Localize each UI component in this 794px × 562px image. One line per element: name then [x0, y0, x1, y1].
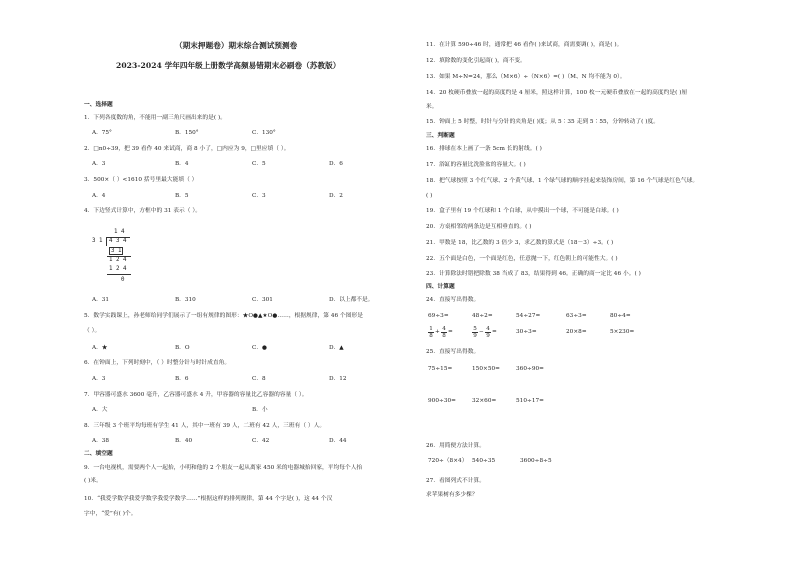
q24-item-4: 63÷3=: [566, 313, 587, 319]
fraction-2-num: 4: [442, 326, 446, 332]
exam-title: （期末押题卷）期末综合测试预测卷: [175, 41, 298, 50]
q26-item-2: 540÷35: [472, 458, 496, 464]
question-23: 23．计算除法时错把除数 38 当成了 83，结果得到 46。正确的商一定比 46 小。( ): [426, 271, 641, 277]
question-26: 26．用简便方法计算。: [426, 443, 485, 449]
question-20: 20．方桌相邻的两条边是互相垂直的。( ): [426, 224, 532, 230]
fraction-1-num: 1: [429, 326, 433, 332]
fraction-2: [441, 326, 447, 339]
question-18: 18．把气球按照 3 个红气球、2 个黄气球、1 个绿气球的顺序挂起来装饰房间，第 16 个气球是红色气球。: [426, 178, 699, 184]
q5-option-a: A．★: [92, 345, 108, 351]
q4-option-a: A．31: [92, 297, 110, 303]
question-24: 24．直接写出得数。: [426, 297, 480, 303]
question-8: 8．三年级 3 个班平均每班有学生 41 人，其中一班有 39 人，二班有 42 人，三班有（ ）人。: [84, 423, 326, 429]
division-remainder: 0: [121, 277, 125, 283]
division-quotient: 1 4: [114, 229, 125, 235]
q4-option-c: C．301: [252, 297, 273, 303]
question-4: 4．下边竖式计算中，方框中的 31 表示（ ）。: [84, 208, 202, 214]
q4-option-b: B．310: [175, 297, 196, 303]
q26-item-1: 720÷（8×4）: [428, 458, 468, 464]
q3-option-c: C．3: [252, 193, 266, 199]
q24-item-1: 69÷3=: [428, 313, 449, 319]
question-15: 15．钟面上 5 时整，时针与分针的夹角是( )度；从 5∶35 走到 5∶55，分钟转动了( )度。: [426, 119, 659, 125]
section-judge: 三、判断题: [426, 133, 455, 139]
question-27-cont: 求苹果树有多少棵？: [426, 492, 478, 498]
q2-option-c: C．5: [252, 161, 266, 167]
division-divisor: 3 1: [92, 238, 103, 244]
q5-option-c: C．●: [252, 345, 268, 351]
q2-option-d: D．6: [329, 161, 343, 167]
q25-item-2: 150×50=: [472, 366, 500, 372]
division-line-2: [107, 274, 131, 275]
q7-option-b: B．小: [252, 407, 268, 413]
question-5: 5．数学实践课上，孙老师给同学们展示了一组有规律的图形：★O●▲★O●……，根据规律，第 46 个图形是: [84, 313, 363, 319]
q2-option-a: A．3: [92, 161, 106, 167]
q1-option-c: C．130°: [252, 130, 276, 136]
q25-item-6: 510÷17=: [516, 398, 544, 404]
section-choice: 一、选择题: [84, 102, 113, 108]
fraction-4-den: 9: [486, 332, 490, 339]
q5-option-b: B．O: [175, 345, 190, 351]
question-19: 19．盒子里有 19 个红球和 1 个白球，从中摸出一个球，不可能是白球。( ): [426, 208, 619, 214]
q24-item-2: 48÷2=: [472, 313, 493, 319]
q6-option-b: B．6: [175, 376, 189, 382]
q24-item-7: 20×8=: [566, 329, 587, 335]
division-step-1: 3 1: [111, 248, 122, 254]
question-25: 25．直接写出得数。: [426, 349, 480, 355]
q24-item-5: 80÷4=: [610, 313, 631, 319]
question-7: 7．甲容器可盛水 3600 毫升，乙容器可盛水 4 升，甲容器的容量比乙容器的容量（ ）。: [84, 392, 308, 398]
division-bracket: [106, 237, 107, 246]
q8-option-a: A．38: [92, 438, 110, 444]
section-calc: 四、计算题: [426, 284, 455, 290]
q6-option-a: A．3: [92, 376, 106, 382]
question-21: 21．甲数是 18，比乙数的 3 倍少 3，求乙数的算式是（18－3）÷3。( ): [426, 240, 614, 246]
long-division-figure: [92, 229, 152, 291]
q1-option-a: A．75°: [92, 130, 112, 136]
question-14-cont: 米。: [426, 104, 438, 110]
q8-option-c: C．42: [252, 438, 270, 444]
q25-item-5: 32×60=: [472, 398, 497, 404]
fraction-1: [428, 326, 434, 339]
question-13: 13．如果 M÷N=24，那么（M×6）÷（N×6）=( )（M、N 均不能为 0）。: [426, 74, 626, 80]
question-9: 9．一台电视机，需要两个人一起抬，小明和他的 2 个朋友一起从离家 450 米的电器城抬回家，平均每个人抬: [84, 465, 363, 471]
question-16: 16．排球在本上画了一条 5cm 长的射线。( ): [426, 146, 542, 152]
question-14: 14．20 枚硬币叠放一起的高度约是 4 厘米，照这样计算，100 枚一元硬币叠放在一起的高度约是( )厘: [426, 90, 688, 96]
q25-item-4: 900÷30=: [428, 398, 456, 404]
question-5-cont: （ ）。: [84, 328, 101, 334]
exam-subtitle: 2023-2024 学年四年级上册数学高频易错期末必刷卷（苏教版）: [116, 61, 341, 70]
q24-item-8: 5×230=: [610, 329, 635, 335]
q7-option-a: A．大: [92, 407, 108, 413]
question-18-cont: ( ): [426, 193, 433, 199]
q8-option-d: D．44: [329, 438, 347, 444]
equals-sign-2: =: [492, 329, 497, 335]
fraction-4: [485, 326, 491, 339]
division-dividend: 4 3 4: [109, 238, 127, 244]
question-27: 27．看图列式不计算。: [426, 478, 485, 484]
q5-option-d: D．▲: [329, 345, 344, 351]
question-1: 1．下列各度数的角，不能用一副三角尺画出来的是( )。: [84, 115, 227, 121]
fraction-1-den: 8: [429, 332, 433, 339]
question-9-cont: ( )米。: [84, 478, 102, 484]
q25-item-3: 360÷90=: [516, 366, 544, 372]
q26-item-3: 3600÷8÷5: [520, 458, 552, 464]
equals-sign-1: =: [448, 329, 453, 335]
question-12: 12．填除数的变化引起商( )，商不变。: [426, 58, 526, 64]
question-10: 10．“我爱学数学我爱学数学我爱学数学……”根据这样的排列规律，第 44 个字是( )，这 44 个汉: [84, 496, 333, 502]
q24-item-6: 30÷3=: [516, 329, 537, 335]
q2-option-b: B．4: [175, 161, 189, 167]
plus-sign: +: [435, 329, 440, 335]
q6-option-d: D．12: [329, 376, 347, 382]
question-2: 2．□n0÷39，把 39 看作 40 来试商，商 8 小了，□内应为 9，□里应填（ ）。: [84, 146, 290, 152]
minus-sign: −: [479, 329, 484, 335]
question-10-cont: 字中，“爱”有( )个。: [84, 511, 137, 517]
q3-option-d: D．2: [329, 193, 343, 199]
q6-option-c: C．8: [252, 376, 266, 382]
q25-item-1: 75÷15=: [428, 366, 453, 372]
division-step-2: 1 2 4: [109, 257, 127, 263]
question-3: 3．500×（ ）<1610 括号里最大能填（ ）: [84, 177, 198, 183]
fraction-4-num: 4: [486, 326, 490, 332]
q24-item-3: 54÷27=: [516, 313, 541, 319]
question-17: 17．浴缸的容量比洗脸盆的容量大。( ): [426, 162, 526, 168]
q1-option-b: B．150°: [175, 130, 199, 136]
question-11: 11．在计算 590÷46 时，通常把 46 看作( )来试商，商需要调( )，商是( )。: [426, 42, 623, 48]
q4-option-d: D．以上都不是。: [329, 297, 374, 303]
q3-option-b: B．5: [175, 193, 189, 199]
q8-option-b: B．40: [175, 438, 193, 444]
division-step-3: 1 2 4: [109, 266, 127, 272]
question-6: 6．在钟面上，下列时刻中，（ ）时整分针与时针成直角。: [84, 360, 231, 366]
section-fill-blank: 二、填空题: [84, 451, 113, 457]
question-22: 22．五个面是白色，一个面是红色，任意抛一下，红色朝上的可能性大。( ): [426, 256, 618, 262]
fraction-2-den: 8: [442, 332, 446, 339]
fraction-3: [472, 326, 478, 339]
q3-option-a: A．4: [92, 193, 106, 199]
fraction-3-den: 9: [473, 332, 477, 339]
fraction-3-num: 5: [473, 326, 477, 332]
